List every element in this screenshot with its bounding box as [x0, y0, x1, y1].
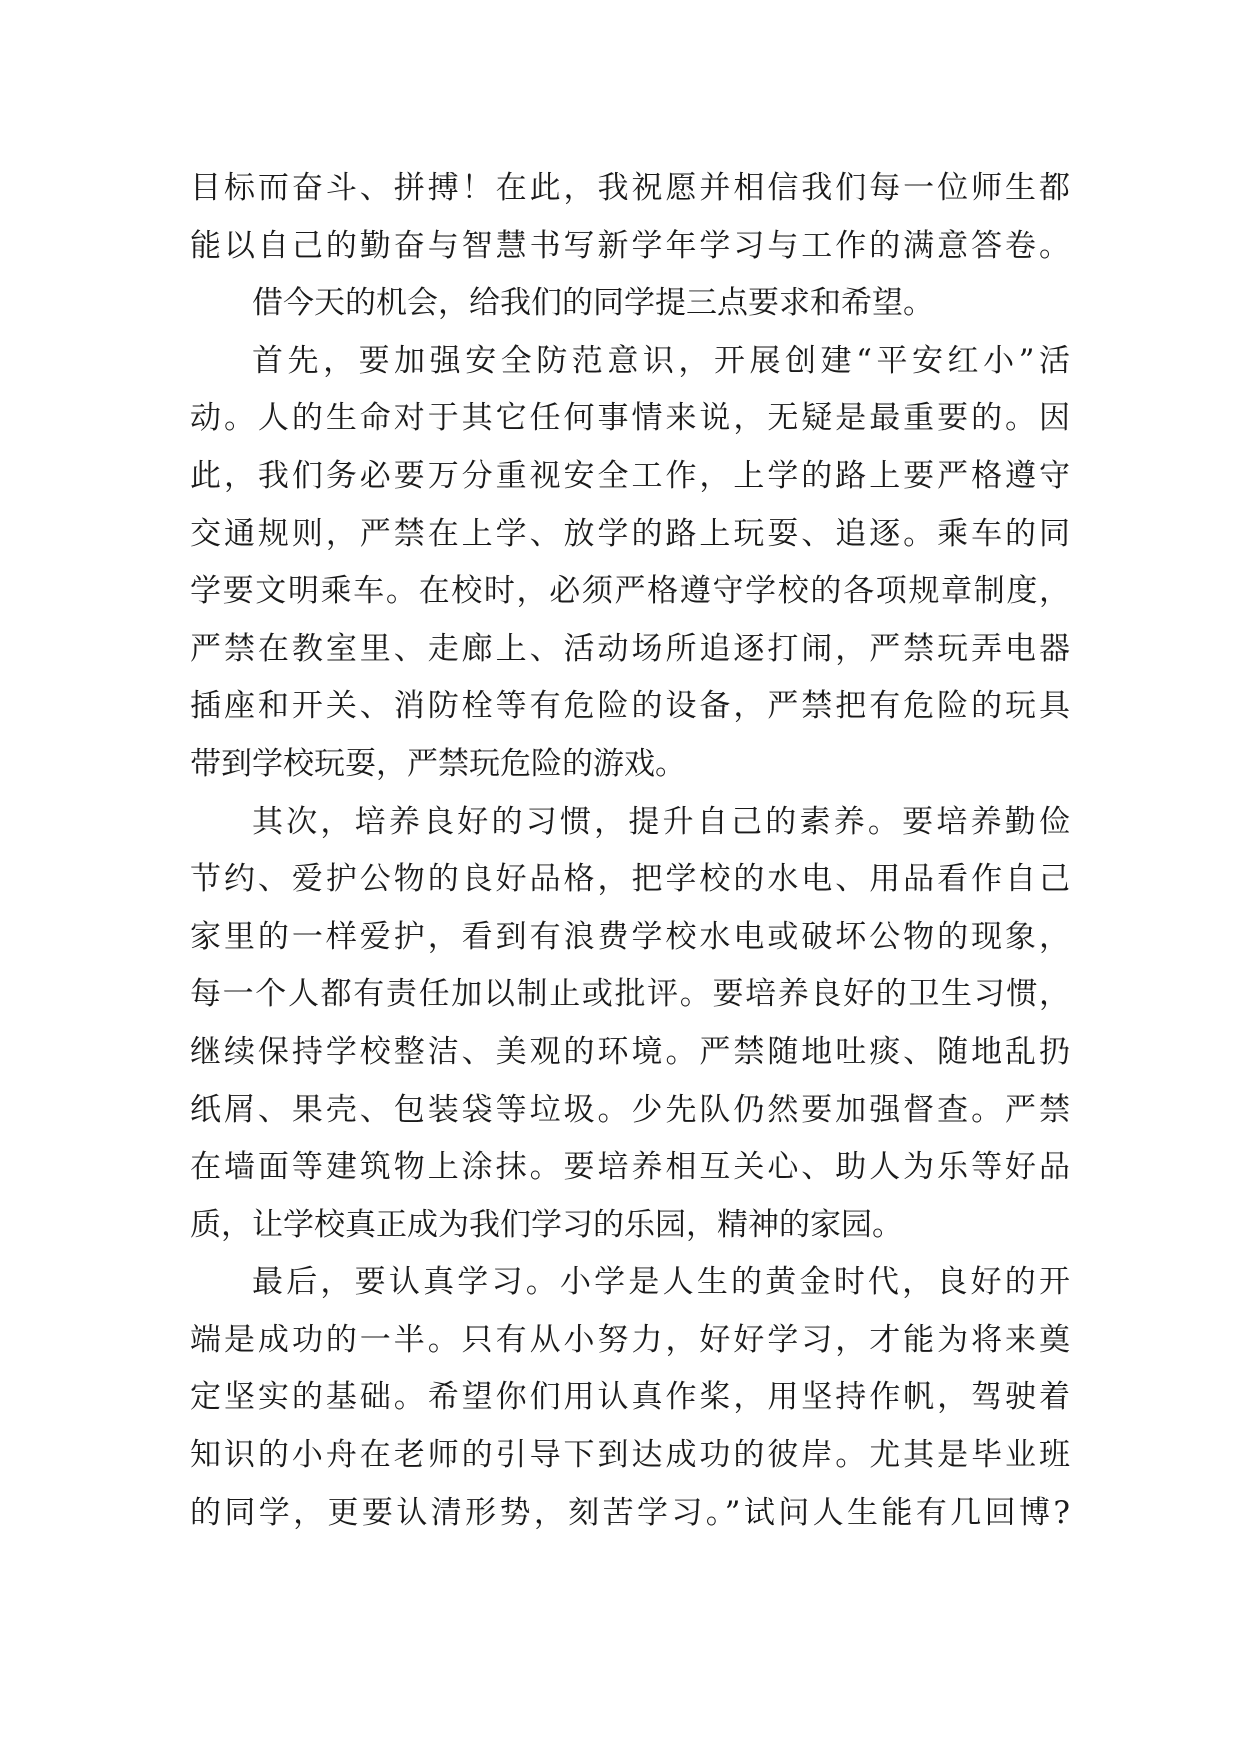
text-line: 交通规则，严禁在上学、放学的路上玩耍、追逐。乘车的同 [190, 515, 1070, 552]
text-line: 的同学，更要认清形势，刻苦学习。”试问人生能有几回博? [190, 1494, 1070, 1531]
text-line: 定坚实的基础。希望你们用认真作桨，用坚持作帆，驾驶着 [190, 1379, 1070, 1416]
text-line: 知识的小舟在老师的引导下到达成功的彼岸。尤其是毕业班 [190, 1437, 1070, 1474]
text-line: 能以自己的勤奋与智慧书写新学年学习与工作的满意答卷。 [190, 227, 1070, 264]
text-line: 纸屑、果壳、包装袋等垃圾。少先队仍然要加强督查。严禁 [190, 1091, 1070, 1128]
text-line: 最后，要认真学习。小学是人生的黄金时代，良好的开 [252, 1264, 1070, 1301]
text-line: 动。人的生命对于其它任何事情来说，无疑是最重要的。因 [190, 400, 1070, 437]
paragraph-1 [190, 160, 1070, 275]
text-line: 目标而奋斗、拼搏！在此，我祝愿并相信我们每一位师生都 [190, 170, 1070, 206]
text-line: 端是成功的一半。只有从小努力，好好学习，才能为将来奠 [190, 1321, 1070, 1358]
paragraph-5 [190, 1254, 1070, 1542]
text-line: 质，让学校真正成为我们学习的乐园，精神的家园。 [190, 1206, 903, 1243]
text-line: 节约、爱护公物的良好品格，把学校的水电、用品看作自己 [190, 861, 1070, 898]
text-line: 首先，要加强安全防范意识，开展创建“平安红小”活 [252, 342, 1070, 379]
text-line: 严禁在教室里、走廊上、活动场所追逐打闹，严禁玩弄电器 [190, 630, 1070, 667]
text-line: 借今天的机会，给我们的同学提三点要求和希望。 [252, 285, 934, 322]
text-line: 每一个人都有责任加以制止或批评。要培养良好的卫生习惯， [190, 976, 1070, 1013]
text-line: 插座和开关、消防栓等有危险的设备，严禁把有危险的玩具 [190, 688, 1070, 725]
text-line: 在墙面等建筑物上涂抹。要培养相互关心、助人为乐等好品 [190, 1149, 1070, 1186]
text-line: 学要文明乘车。在校时，必须严格遵守学校的各项规章制度， [190, 573, 1070, 610]
paragraph-3 [190, 333, 1070, 794]
text-line: 带到学校玩耍，严禁玩危险的游戏。 [190, 745, 686, 782]
text-line: 其次，培养良好的习惯，提升自己的素养。要培养勤俭 [252, 803, 1070, 840]
body-text [190, 160, 1070, 1542]
text-line: 家里的一样爱护，看到有浪费学校水电或破坏公物的现象， [190, 918, 1070, 955]
paragraph-2 [190, 275, 1070, 333]
text-line: 继续保持学校整洁、美观的环境。严禁随地吐痰、随地乱扔 [190, 1033, 1070, 1070]
paragraph-4 [190, 794, 1070, 1255]
text-line: 此，我们务必要万分重视安全工作，上学的路上要严格遵守 [190, 457, 1070, 494]
